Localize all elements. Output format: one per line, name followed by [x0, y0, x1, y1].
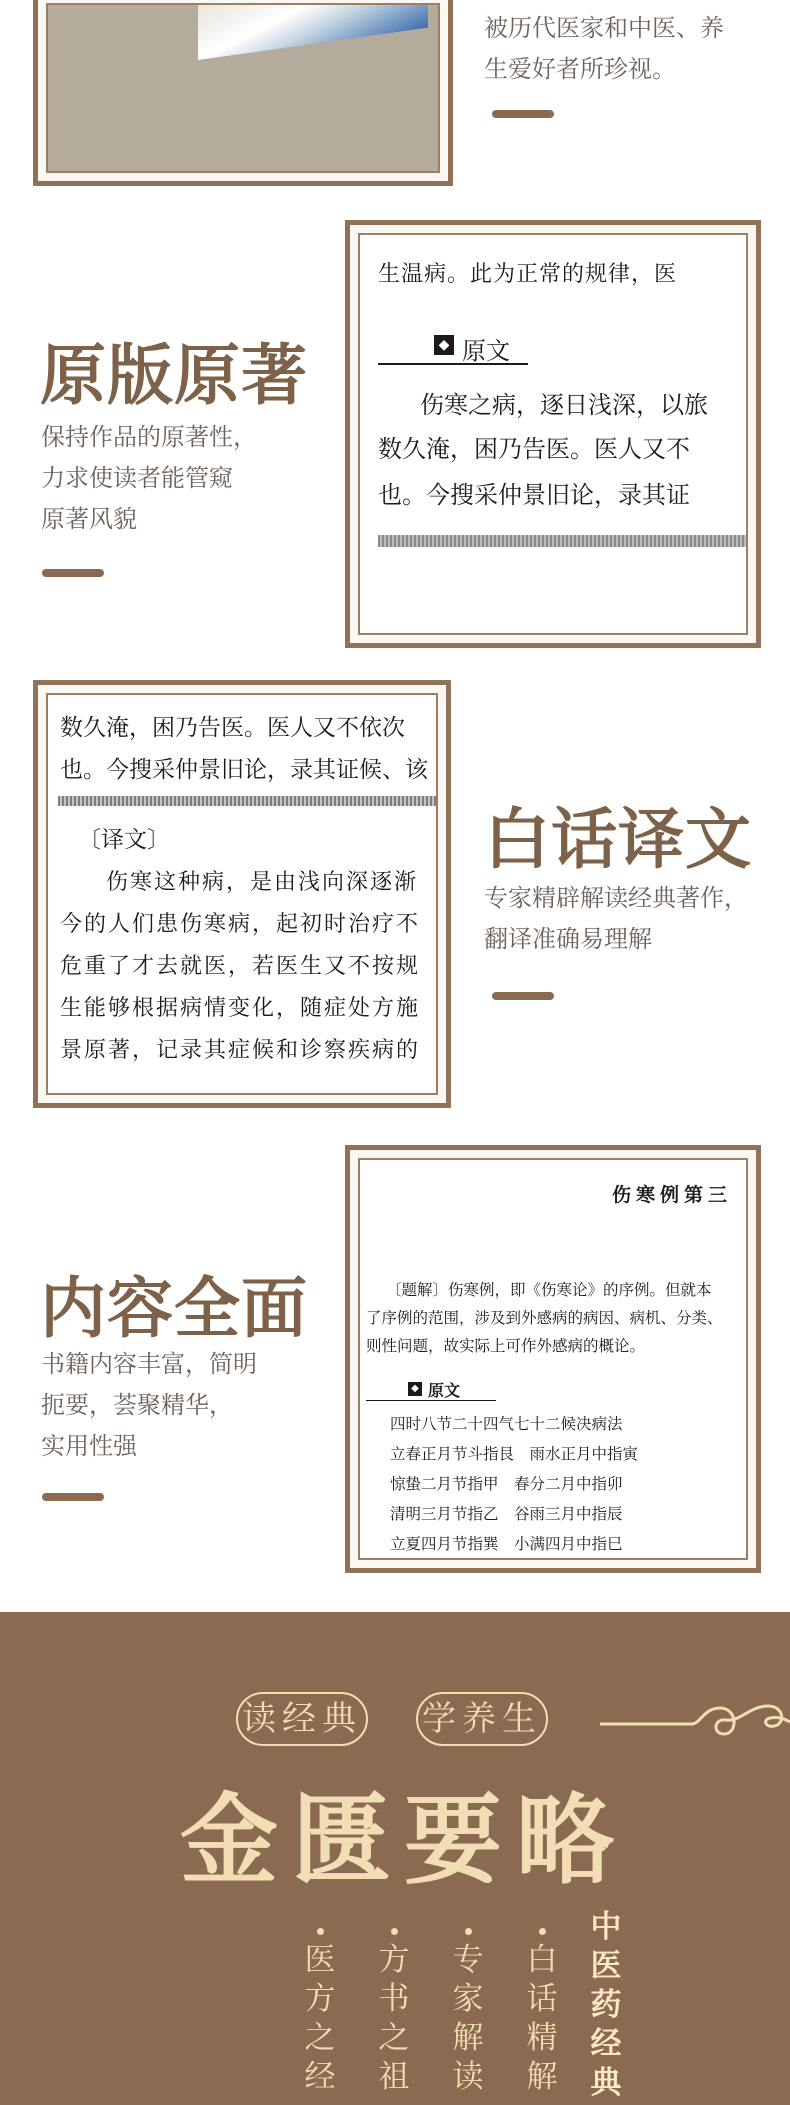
column-char: 祖	[378, 2059, 410, 2095]
column-char: 之	[304, 2020, 336, 2056]
translation-page-frame	[33, 680, 451, 1108]
feature-column	[300, 1922, 340, 2097]
column-char: 之	[378, 2020, 410, 2056]
column-char: 中	[590, 1909, 622, 1945]
table-row: 立夏四月节指巽 小满四月中指巳	[390, 1535, 623, 1553]
top-divider-bar	[492, 110, 554, 118]
diamond-icon: ◆	[408, 1382, 422, 1396]
page-line: 也。今搜采仲景旧论，录其证候、该	[60, 757, 428, 783]
table-row: 清明三月节指乙 谷雨三月中指辰	[390, 1505, 623, 1523]
page-header: 伤寒例第三	[611, 1184, 732, 1206]
note-line: 了序例的范围，涉及到外感病的病因、病机、分类、	[366, 1309, 723, 1327]
bullet-dot-icon	[317, 1928, 324, 1935]
original-page-image	[358, 233, 748, 635]
section-translation-divider	[492, 992, 554, 1000]
column-char: 医	[590, 1948, 622, 1984]
bullet-dot-icon	[539, 1928, 546, 1935]
note-line: 〔题解〕伤寒例，即《伤寒论》的序例。但就本	[386, 1281, 712, 1299]
column-char: 经	[590, 2026, 622, 2062]
page-line: 数久淹，困乃告医。医人又不	[378, 435, 690, 463]
page-gray-band	[58, 796, 438, 806]
original-heading: 原文	[462, 337, 510, 365]
column-char: 典	[590, 2065, 622, 2101]
page-line: 伤寒之病，逐日浅深，以旅	[420, 391, 708, 419]
page-line: 今的人们患伤寒病，起初时治疗不	[60, 912, 421, 937]
column-char: 药	[590, 1987, 622, 2023]
table-row: 四时八节二十四气七十二候决病法	[390, 1415, 623, 1433]
column-char: 方	[378, 1942, 410, 1978]
section-translation-title: 白话译文	[484, 801, 752, 878]
column-char: 专	[452, 1942, 484, 1978]
content-page-image	[358, 1158, 748, 1560]
bullet-dot-icon	[465, 1928, 472, 1935]
content-heading: 原文	[428, 1381, 461, 1400]
column-char: 医	[304, 1942, 336, 1978]
section-original-description: 保持作品的原著性， 力求使读者能管窥 原著风貌	[41, 423, 257, 533]
table-row: 惊蛰二月节指甲 春分二月中指卯	[390, 1475, 623, 1493]
column-char: 方	[304, 1981, 336, 2017]
top-cover-image-frame	[33, 0, 453, 186]
column-text	[522, 1941, 562, 2097]
page-line: 危重了才去就医，若医生又不按规	[60, 954, 421, 979]
page-gray-band	[378, 535, 748, 547]
column-char: 书	[378, 1981, 410, 2017]
feature-column	[374, 1922, 414, 2097]
translation-heading: 〔译文〕	[78, 827, 170, 853]
column-text	[586, 1908, 626, 2103]
section-content-title: 内容全面	[40, 1270, 308, 1347]
column-char: 白	[526, 1942, 558, 1978]
column-char: 解	[452, 2020, 484, 2056]
feature-column	[448, 1922, 488, 2097]
column-char: 经	[304, 2059, 336, 2095]
page-line: 生能够根据病情变化，随症处方施	[60, 996, 421, 1021]
translation-page-image	[46, 693, 438, 1095]
section-content-divider	[42, 1493, 104, 1501]
content-page-frame	[345, 1145, 761, 1573]
column-text	[300, 1941, 340, 2097]
feature-column-highlight	[586, 1908, 626, 2103]
note-line: 则性问题，故实际上可作外感病的概论。	[366, 1337, 646, 1355]
top-description: 被历代医家和中医、养 生爱好者所珍视。	[484, 14, 724, 83]
feature-column	[522, 1922, 562, 2097]
banner-title: 金匮要略	[180, 1783, 629, 1898]
cover-photo	[46, 3, 440, 173]
table-row: 立春正月节斗指艮 雨水正月中指寅	[390, 1445, 639, 1463]
column-char: 家	[452, 1981, 484, 2017]
column-char: 解	[526, 2059, 558, 2095]
section-original-divider	[42, 569, 104, 577]
section-original-title: 原版原著	[40, 337, 308, 414]
diamond-icon: ◆	[434, 335, 454, 355]
promo-banner	[0, 1612, 790, 2105]
page-line: 数久淹，困乃告医。医人又不依次	[60, 715, 405, 741]
column-char: 话	[526, 1981, 558, 2017]
page-line: 生温病。此为正常的规律，医	[378, 262, 678, 287]
cloud-scroll-ornament	[600, 1696, 790, 1746]
column-text	[448, 1941, 488, 2097]
section-translation-description: 专家精辟解读经典著作， 翻译准确易理解	[484, 884, 748, 953]
section-content-description: 书籍内容丰富，简明 扼要，荟聚精华， 实用性强	[41, 1350, 257, 1460]
page-line: 伤寒这种病，是由浅向深逐渐	[106, 870, 419, 895]
book-corner-graphic	[198, 3, 428, 60]
bullet-dot-icon	[391, 1928, 398, 1935]
pill-read-classics: 读经典	[236, 1692, 368, 1746]
original-page-frame	[345, 220, 761, 648]
column-text	[374, 1941, 414, 2097]
column-char: 读	[452, 2059, 484, 2095]
column-char: 精	[526, 2020, 558, 2056]
page-line: 景原著，记录其症候和诊察疾病的	[60, 1038, 421, 1063]
pill-learn-health: 学养生	[416, 1692, 548, 1746]
page-line: 也。今搜采仲景旧论，录其证	[378, 481, 690, 509]
